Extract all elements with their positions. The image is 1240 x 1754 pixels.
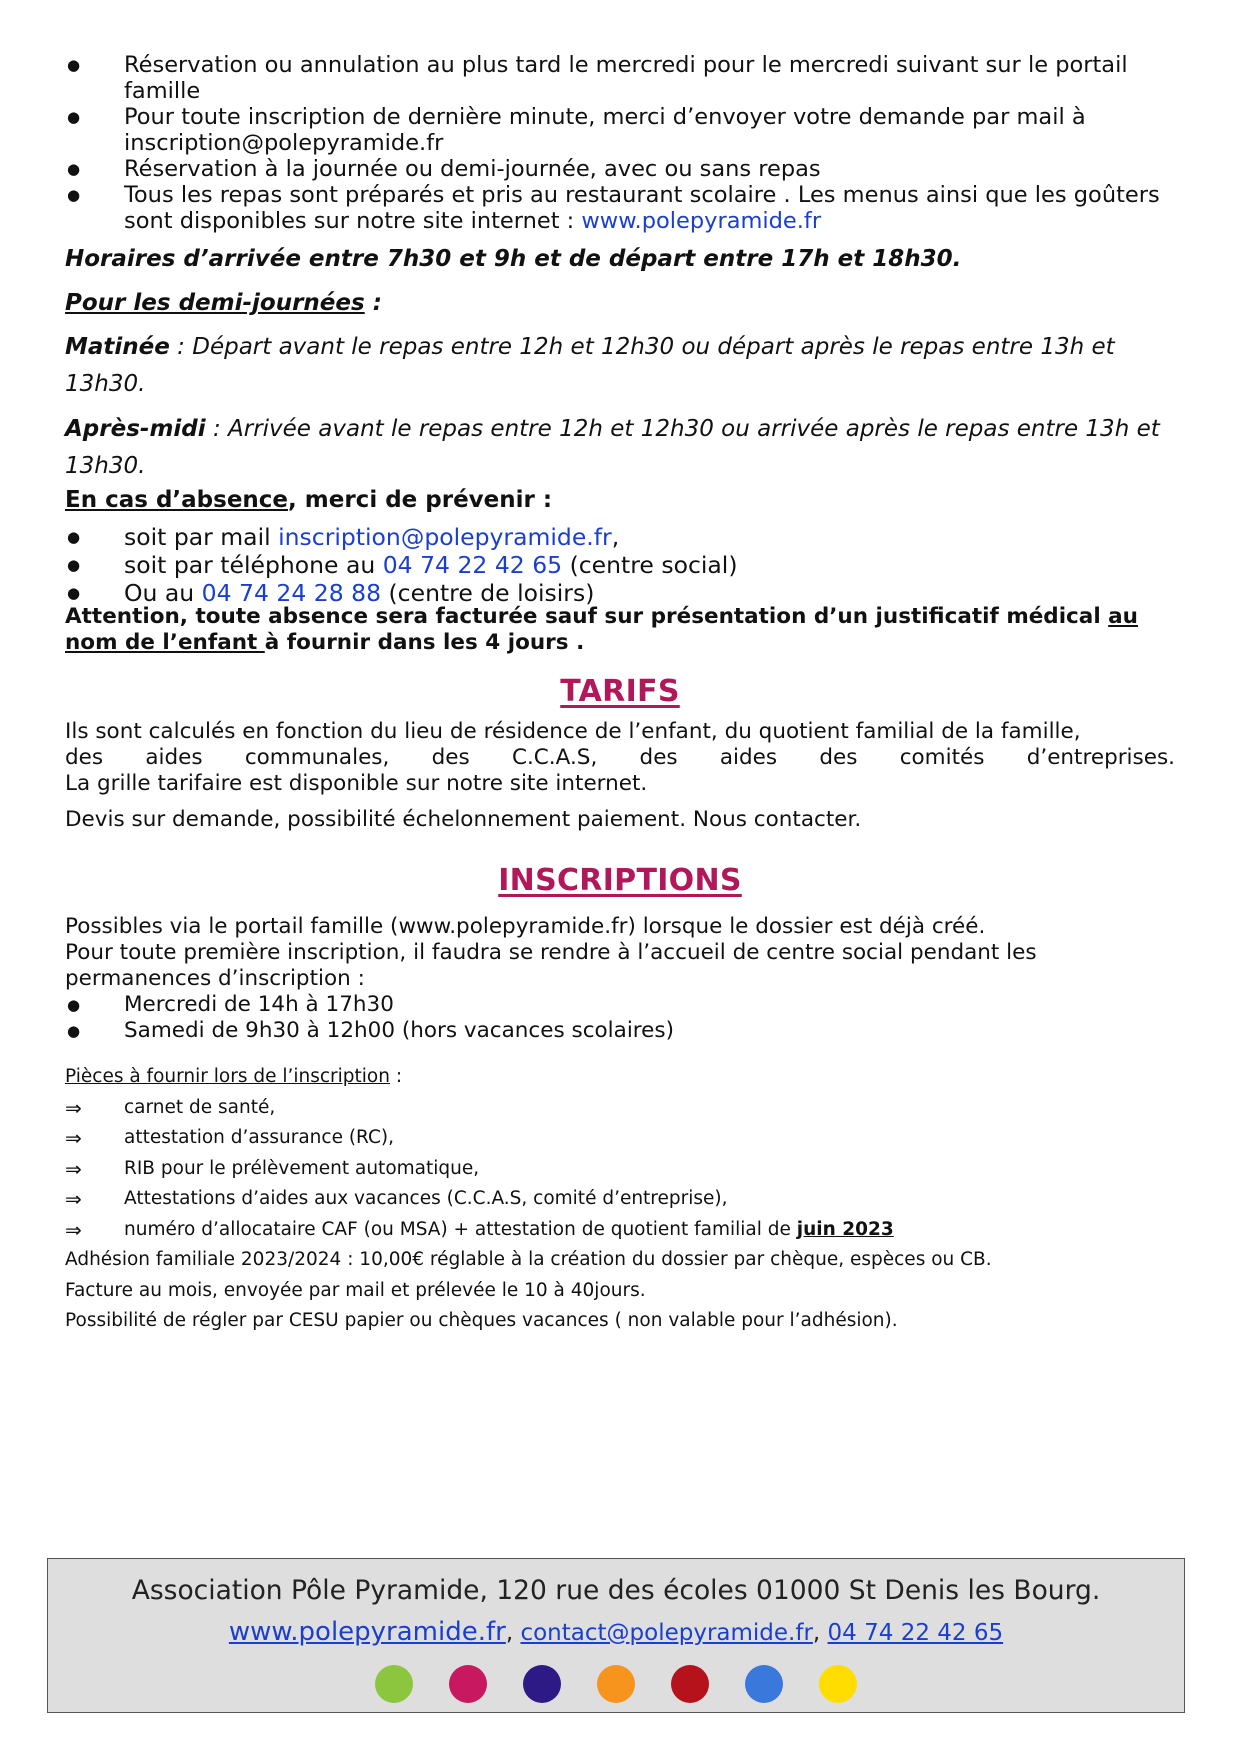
green-dot-icon	[375, 1665, 413, 1703]
list-item: ⇒ attestation d’assurance (RC),	[65, 1123, 1175, 1154]
list-item: ⇒ numéro d’allocataire CAF (ou MSA) + attestation de quotient familial de juin 2023	[65, 1215, 1175, 1246]
pieces-list	[65, 1093, 1175, 1246]
list-item: ● Mercredi de 14h à 17h30	[67, 992, 394, 1017]
list-item: ● Pour toute inscription de dernière minute, merci d’envoyer votre demande par mail à inscription@polepyramide.fr	[67, 104, 1086, 156]
arrow-right-icon: ⇒	[65, 1217, 82, 1242]
reservation-list	[65, 52, 1175, 234]
inscriptions-title: INSCRIPTIONS	[498, 863, 742, 898]
email-link[interactable]: inscription@polepyramide.fr	[278, 523, 612, 551]
list-item: ● soit par téléphone au 04 74 22 42 65 (centre social)	[67, 551, 738, 579]
color-dots	[48, 1665, 1184, 1703]
absence-contact-list	[65, 523, 1175, 607]
inscriptions-section	[65, 914, 1175, 1337]
tarifs-text: La grille tarifaire est disponible sur notre site internet.	[65, 771, 648, 796]
phone-link[interactable]: 04 74 24 28 88	[201, 579, 382, 607]
website-link[interactable]: www.polepyramide.fr	[228, 1617, 506, 1647]
horaires-text: Horaires d’arrivée entre 7h30 et 9h et de départ entre 17h et 18h30.	[65, 246, 962, 272]
tarifs-text: Ils sont calculés en fonction du lieu de résidence de l’enfant, du quotient familial de la famille,	[65, 719, 1081, 744]
adhesion-text: Adhésion familiale 2023/2024 : 10,00€ réglable à la création du dossier par chèque, espèces ou CB.	[65, 1249, 992, 1270]
list-item: ● Réservation ou annulation au plus tard le mercredi pour le mercredi suivant sur le portail famille	[67, 52, 1128, 104]
demi-journees-heading: Pour les demi-journées :	[65, 290, 382, 316]
list-item: ⇒ RIB pour le prélèvement automatique,	[65, 1154, 1175, 1185]
footer-address: Association Pôle Pyramide, 120 rue des écoles 01000 St Denis les Bourg.	[131, 1575, 1101, 1606]
bullet-icon: ●	[67, 56, 81, 74]
bullet-icon: ●	[67, 108, 81, 126]
absence-heading: En cas d’absence, merci de prévenir :	[65, 487, 553, 513]
tarifs-title: TARIFS	[560, 674, 680, 709]
bullet-icon: ●	[67, 584, 81, 602]
tarifs-section	[65, 719, 1175, 833]
pieces-heading: Pièces à fournir lors de l’inscription :	[65, 1066, 403, 1087]
list-item: ● Samedi de 9h30 à 12h00 (hors vacances scolaires)	[67, 1018, 674, 1043]
apres-midi-text: Après-midi : Arrivée avant le repas entre 12h et 12h30 ou arrivée après le repas entre 13h et 13h30.	[65, 416, 1160, 479]
phone-link[interactable]: 04 74 22 42 65	[382, 551, 563, 579]
inscriptions-text: Possibles via le portail famille (www.polepyramide.fr) lorsque le dossier est déjà créé.	[65, 914, 986, 939]
list-item: ⇒ carnet de santé,	[65, 1093, 1175, 1124]
bullet-icon: ●	[67, 1022, 81, 1040]
footer-contacts: www.polepyramide.fr, contact@polepyramide.fr, 04 74 22 42 65	[228, 1617, 1004, 1647]
list-item: ● soit par mail inscription@polepyramide.fr,	[67, 523, 620, 551]
bullet-icon: ●	[67, 996, 81, 1014]
cesu-text: Possibilité de régler par CESU papier ou chèques vacances ( non valable pour l’adhésion).	[65, 1310, 898, 1331]
facture-text: Facture au mois, envoyée par mail et prélevée le 10 à 40jours.	[65, 1279, 646, 1301]
document-body	[65, 52, 1175, 1337]
list-item: ● Ou au 04 74 24 28 88 (centre de loisirs)	[67, 579, 595, 607]
magenta-dot-icon	[449, 1665, 487, 1703]
phone-link[interactable]: 04 74 22 42 65	[827, 1620, 1004, 1646]
bullet-icon: ●	[67, 186, 81, 204]
navy-dot-icon	[523, 1665, 561, 1703]
red-dot-icon	[671, 1665, 709, 1703]
footer-box	[47, 1558, 1185, 1713]
bullet-icon: ●	[67, 528, 81, 546]
matinee-text: Matinée : Départ avant le repas entre 12h et 12h30 ou départ après le repas entre 13h et 13h30.	[65, 334, 1115, 397]
email-link[interactable]: contact@polepyramide.fr	[520, 1620, 813, 1646]
blue-dot-icon	[745, 1665, 783, 1703]
yellow-dot-icon	[819, 1665, 857, 1703]
arrow-right-icon: ⇒	[65, 1156, 82, 1181]
arrow-right-icon: ⇒	[65, 1126, 82, 1150]
list-item: ● Réservation à la journée ou demi-journée, avec ou sans repas	[67, 156, 821, 182]
orange-dot-icon	[597, 1665, 635, 1703]
arrow-right-icon: ⇒	[65, 1187, 82, 1211]
attention-text: Attention, toute absence sera facturée sauf sur présentation d’un justificatif médical au nom de l’enfant à fournir dans les 4 jours .	[65, 604, 1138, 655]
inscriptions-text: Pour toute première inscription, il faudra se rendre à l’accueil de centre social pendant les permanences d’inscription :	[65, 940, 1037, 991]
list-item: ⇒ Attestations d’aides aux vacances (C.C.A.S, comité d’entreprise),	[65, 1184, 1175, 1215]
bullet-icon: ●	[67, 556, 81, 574]
arrow-right-icon: ⇒	[65, 1095, 82, 1120]
website-link[interactable]: www.polepyramide.fr	[581, 208, 822, 234]
list-item: ● Tous les repas sont préparés et pris au restaurant scolaire . Les menus ainsi que les goûters sont disponibles sur notre site internet : www.polepyramide.fr	[67, 182, 1160, 234]
tarifs-text: des aides communales, des C.C.A.S, des aides des comités d’entreprises.	[65, 745, 1175, 770]
bullet-icon: ●	[67, 160, 81, 178]
permanences-list	[65, 992, 1175, 1044]
tarifs-text: Devis sur demande, possibilité échelonnement paiement. Nous contacter.	[65, 807, 862, 832]
